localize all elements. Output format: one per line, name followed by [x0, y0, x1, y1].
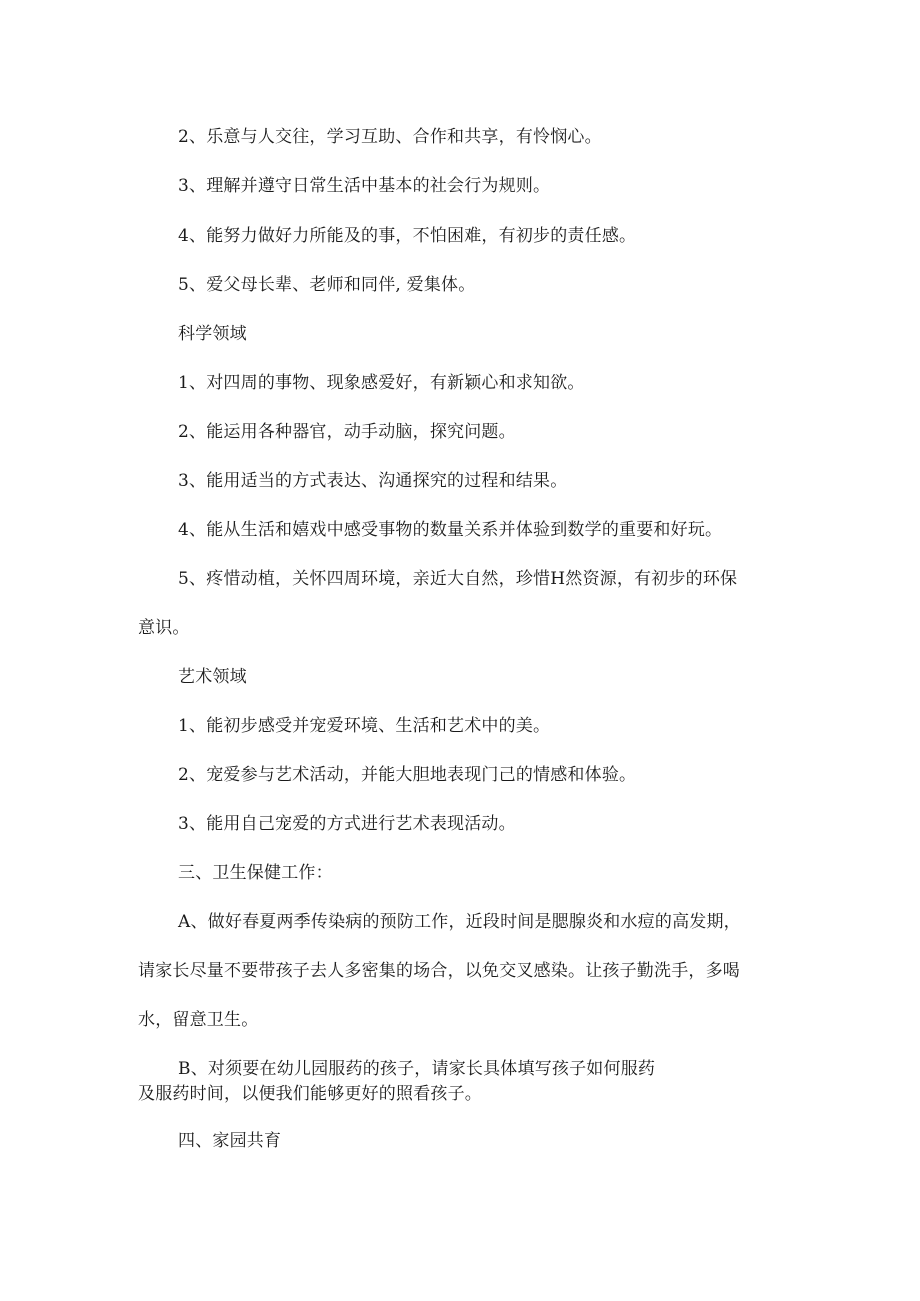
health-item-a-line-1: A、做好春夏两季传染病的预防工作，近段时间是腮腺炎和水痘的高发期， — [178, 912, 741, 932]
family-heading: 四、家园共育 — [178, 1131, 282, 1151]
social-item-3: 3、理解并遵守日常生活中基本的社会行为规则。 — [178, 176, 551, 196]
art-item-1: 1、能初步感受并宠爱环境、生活和艺术中的美。 — [178, 716, 551, 736]
art-heading: 艺术领域 — [178, 667, 247, 687]
health-item-a-line-3: 水，留意卫生。 — [138, 1010, 259, 1030]
science-item-3: 3、能用适当的方式表达、沟通探究的过程和结果。 — [178, 471, 568, 491]
health-item-b-line-2: 及服药时间，以便我们能够更好的照看孩子。 — [138, 1084, 482, 1104]
social-item-5: 5、爱父母长辈、老师和同伴, 爱集体。 — [178, 275, 476, 295]
art-item-3: 3、能用自己宠爱的方式进行艺术表现活动。 — [178, 814, 516, 834]
health-item-b-line-1: B、对须要在幼儿园服药的孩子，请家长具体填写孩子如何服药 — [178, 1059, 656, 1079]
science-heading: 科学领域 — [178, 324, 247, 344]
social-item-2: 2、乐意与人交往，学习互助、合作和共享，有怜悯心。 — [178, 127, 602, 147]
science-item-5-line-2: 意识。 — [138, 618, 190, 638]
science-item-5-line-1: 5、疼惜动植，关怀四周环境，亲近大自然，珍惜H然资源，有初步的环保 — [178, 569, 738, 589]
science-item-4: 4、能从生活和嬉戏中感受事物的数量关系并体验到数学的重要和好玩。 — [178, 520, 723, 540]
science-item-1: 1、对四周的事物、现象感爱好，有新颖心和求知欲。 — [178, 373, 585, 393]
health-heading: 三、卫生保健工作： — [178, 863, 333, 883]
science-item-2: 2、能运用各种器官，动手动脑，探究问题。 — [178, 422, 516, 442]
social-item-4: 4、能努力做好力所能及的事，不怕困难，有初步的责任感。 — [178, 226, 637, 246]
art-item-2: 2、宠爱参与艺术活动，并能大胆地表现门己的情感和体验。 — [178, 765, 637, 785]
health-item-a-line-2: 请家长尽量不要带孩子去人多密集的场合，以免交叉感染。让孩子勤洗手，多喝 — [138, 961, 740, 981]
